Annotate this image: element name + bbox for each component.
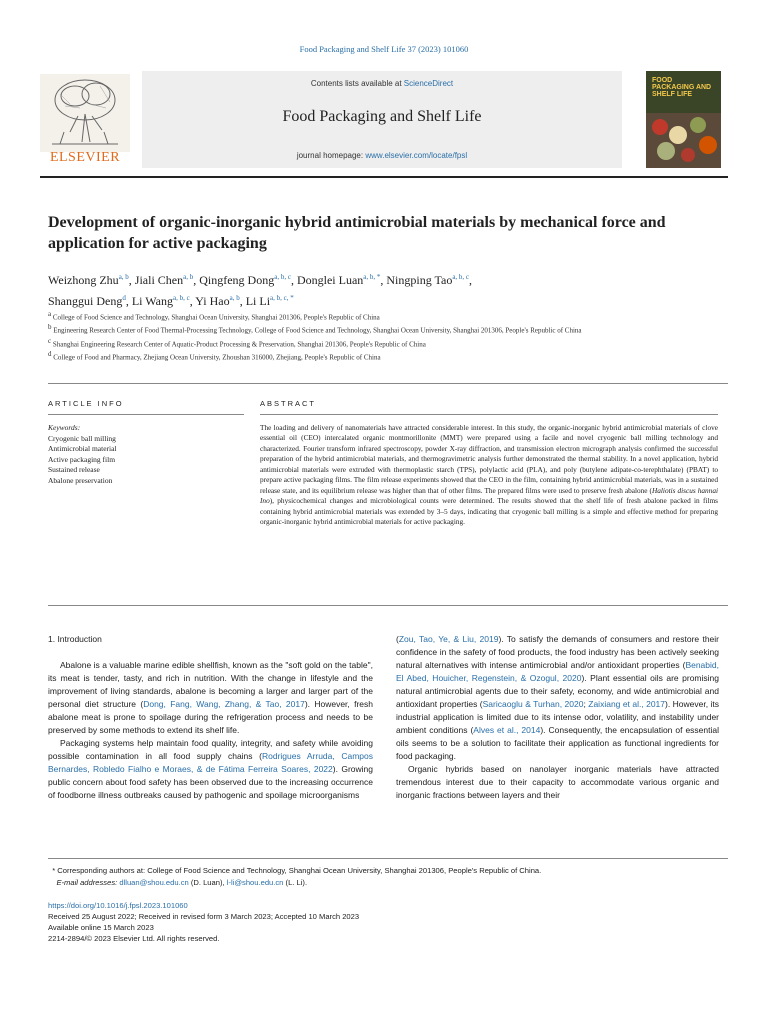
author-name[interactable]: Li Li: [245, 294, 271, 308]
author-name[interactable]: Donglei Luan: [296, 273, 364, 287]
contents-prefix: Contents lists available at: [310, 79, 404, 88]
citation-link[interactable]: Benabid, El Abed, Houicher, Regenstein, & Ozogul, 2020: [396, 660, 719, 683]
info-rule: [48, 414, 244, 415]
paragraph: Packaging systems help maintain food quality, integrity, and safety while avoiding possible contamination in all food supply chains (Rodrigues Arruda, Campos Bernardes, Robledo Fialho e Moraes, & de Fátima Ferreira Soares, 2022). Growing public concern about food safety has been observed due to the increasing occurrence of foodborne illness outbreaks caused by pathogenic and spoilage microorganisms: [48, 738, 373, 800]
email-line: E-mail addresses: dlluan@shou.edu.cn (D. Luan), l-li@shou.edu.cn (L. Li).: [56, 878, 308, 887]
keyword: Antimicrobial material: [48, 444, 117, 453]
author-affiliation-marks[interactable]: a, b, *: [363, 273, 381, 281]
affiliation-b: $^b$ Engineering Research Center of Food Thermal-Processing Technology, College of Food Science and Technology, Shanghai Ocean University, Shanghai 201306, People's Republic of China: [48, 323, 582, 335]
footnote-rule: [48, 858, 728, 859]
author-affiliation-marks[interactable]: a, b: [229, 294, 240, 302]
abstract-rule: [260, 414, 718, 415]
body-column-left: [48, 633, 373, 802]
author-name[interactable]: Weizhong Zhu: [48, 273, 119, 287]
body-column-right: [396, 633, 719, 802]
author-affiliation-marks[interactable]: a, b, c, *: [270, 294, 294, 302]
sciencedirect-link[interactable]: ScienceDirect: [403, 79, 454, 88]
keyword: Sustained release: [48, 465, 100, 474]
keyword: Active packaging film: [48, 454, 116, 464]
cover-title: FOOD PACKAGING AND SHELF LIFE: [652, 77, 712, 98]
author-affiliation-marks[interactable]: a, b, c: [274, 273, 291, 281]
author-name[interactable]: Yi Hao: [195, 294, 230, 308]
homepage-prefix: journal homepage:: [296, 151, 366, 160]
paragraph: Organic hybrids based on nanolayer inorganic materials have attracted tremendous interest due to their capacity to accommodate various organic and inorganic fractions between layers and their: [396, 764, 719, 800]
section-heading: 1. Introduction: [48, 634, 102, 644]
author-affiliation-marks[interactable]: a, b: [118, 273, 129, 281]
species-name: Haliotis discus hannai Ino: [260, 485, 718, 506]
paragraph: Abalone is a valuable marine edible shellfish, known as the "soft gold on the table", its meat is tender, tasty, and rich in nutrition. With the change in lifestyle and the improvement of living standards, abalone is becoming a larger and larger part of the personal diet structure (Dong, Fang, Wang, Zhang, & Tao, 2017). However, fresh abalone meat is prone to spoilage during the refrigeration process and needs to be preserved by some methods to extend its shelf life.: [48, 660, 373, 735]
abstract-heading: ABSTRACT: [260, 399, 317, 408]
journal-reference[interactable]: Food Packaging and Shelf Life 37 (2023) 101060: [299, 44, 469, 54]
author-name[interactable]: Jiali Chen: [134, 273, 184, 287]
keyword: Cryogenic ball milling: [48, 433, 116, 443]
article-title: Development of organic-inorganic hybrid antimicrobial materials by mechanical force and application for active packaging: [48, 214, 666, 252]
affiliations: [48, 309, 638, 362]
author-affiliation-marks[interactable]: a, b, c: [172, 294, 190, 302]
author-name[interactable]: Li Wang: [131, 294, 173, 308]
citation-link[interactable]: Rodrigues Arruda, Campos Bernardes, Robledo Fialho e Moraes, & de Fátima Ferreira Soares, 2022: [48, 751, 373, 774]
author-name[interactable]: Ningping Tao: [386, 273, 453, 287]
affiliation-d: $^d$ College of Food and Pharmacy, Zhejiang Ocean University, Zhoushan 316000, Zhejiang, People's Republic of China: [48, 349, 381, 362]
author-name[interactable]: Qingfeng Dong: [199, 273, 275, 287]
abstract-text: The loading and delivery of nanomaterials have attracted considerable interest. In this study, the organic-inorganic hybrid antimicrobial materials of clove essential oil (CEO) intercalated organic montmorillonite (MMT) were prepared using a facile and novel cryogenic ball milling technology and characterized. Fourier transform infrared spectroscopy, powder X-ray diffraction, and transmission electron micrograph analysis confirmed the successful preparation of the hybrid antimicrobial materials, and thermogravimetric analysis further demonstrated the thermal stability. In a novel application, hybrid antimicrobial materials were extruded with thermoplastic starch (TPS), polylactic acid (PLA), and poly (butylene adipate-co-terephthalate) (PBAT) to prepare active packaging films. The film release experiments showed that the CEO in the film, containing hybrid antimicrobial materials, was in a sustained release state, and its equilibrium release was higher than that of other films. The prepared films were used to preserve fresh abalone (Haliotis discus hannai Ino), physicochemical changes and microbiological counts were determined. The results showed that the shelf life of fresh abalone packed in films containing hybrid antimicrobial materials was extended by 3–5 days, indicating that cryogenic ball milling is a simple and effective method for preparing organic-inorganic hybrid antimicrobial materials for active packaging.: [260, 423, 718, 527]
publisher-name: ELSEVIER: [49, 150, 121, 165]
keyword: Abalone preservation: [48, 475, 113, 485]
doi-link[interactable]: https://doi.org/10.1016/j.fpsl.2023.101060: [48, 901, 188, 910]
author-affiliation-marks[interactable]: d: [122, 294, 126, 302]
journal-title: Food Packaging and Shelf Life: [282, 108, 482, 125]
contents-line: [142, 79, 622, 88]
affiliation-a: $^a$ College of Food Science and Technology, Shanghai Ocean University, Shanghai 201306, People's Republic of China: [48, 310, 380, 322]
author-affiliation-marks[interactable]: a, b: [183, 273, 194, 281]
keywords: [48, 423, 244, 486]
citation-link[interactable]: Zou, Tao, Ye, & Liu, 2019: [398, 634, 499, 644]
journal-cover[interactable]: [646, 71, 721, 168]
received-dates: Received 25 August 2022; Received in revised form 3 March 2023; Accepted 10 March 2023: [48, 912, 360, 921]
divider: [48, 383, 728, 384]
article-info-heading: ARTICLE INFO: [48, 399, 124, 408]
citation-link[interactable]: Zaixiang et al., 2017: [588, 699, 666, 709]
keywords-label: Keywords:: [48, 423, 81, 432]
email-link[interactable]: l-li@shou.edu.cn: [226, 878, 284, 887]
homepage-link[interactable]: www.elsevier.com/locate/fpsl: [365, 151, 468, 160]
paragraph: (Zou, Tao, Ye, & Liu, 2019). To satisfy the demands of consumers and restore their confidence in the safety of food products, the food industry has been actively seeking natural alternatives with intense antimicrobial and/or antioxidant properties (Benabid, El Abed, Houicher, Regenstein, & Ozogul, 2020). Plant essential oils are promising natural antimicrobial agents due to their safety, economy, and wide antimicrobial and antioxidant properties (Saricaoglu & Turhan, 2020; Zaixiang et al., 2017). However, its industrial application is limited due to its intense odor, volatility, and instability under ambient conditions (Alves et al., 2014). Consequently, the encapsulation of essential oils seems to be a solution to facilitate their application as functional ingredients for food packaging.: [396, 634, 719, 761]
footnotes: [48, 865, 728, 889]
email-link[interactable]: dlluan@shou.edu.cn: [119, 878, 189, 887]
citation-link[interactable]: Dong, Fang, Wang, Zhang, & Tao, 2017: [143, 699, 305, 709]
journal-homepage: [142, 151, 622, 160]
citation-link[interactable]: Alves et al., 2014: [473, 725, 541, 735]
divider: [48, 605, 728, 606]
header-rule: [40, 176, 728, 178]
publication-info: [48, 900, 728, 944]
copyright: 2214-2894/© 2023 Elsevier Ltd. All rights reserved.: [48, 934, 220, 943]
author-affiliation-marks[interactable]: a, b, c: [452, 273, 470, 281]
online-date: Available online 15 March 2023: [48, 923, 154, 932]
affiliation-c: $^c$ Shanghai Engineering Research Center of Aquatic-Product Processing & Preservation, Shanghai 201306, People's Republic of China: [48, 336, 426, 348]
citation-link[interactable]: Saricaoglu & Turhan, 2020: [482, 699, 584, 709]
author-list: Weizhong Zhu$^{a, b}$, Jiali Chen$^{a, b}$, Qingfeng Dong$^{a, b, c}$, Donglei Luan$^{a, b, *}$, Ningping Tao$^{a, b, c}$, Shanggui Deng$^d$, Li Wang$^{a, b, c}$, Yi Hao$^{a, b}$, Li $Li^{a, b, c, *}$: [48, 273, 473, 308]
corresponding-note: * Corresponding authors at: College of Food Science and Technology, Shanghai Ocean University, Shanghai 201306, People's Republic of China.: [48, 866, 542, 875]
author-name[interactable]: Shanggui Deng: [48, 294, 123, 308]
